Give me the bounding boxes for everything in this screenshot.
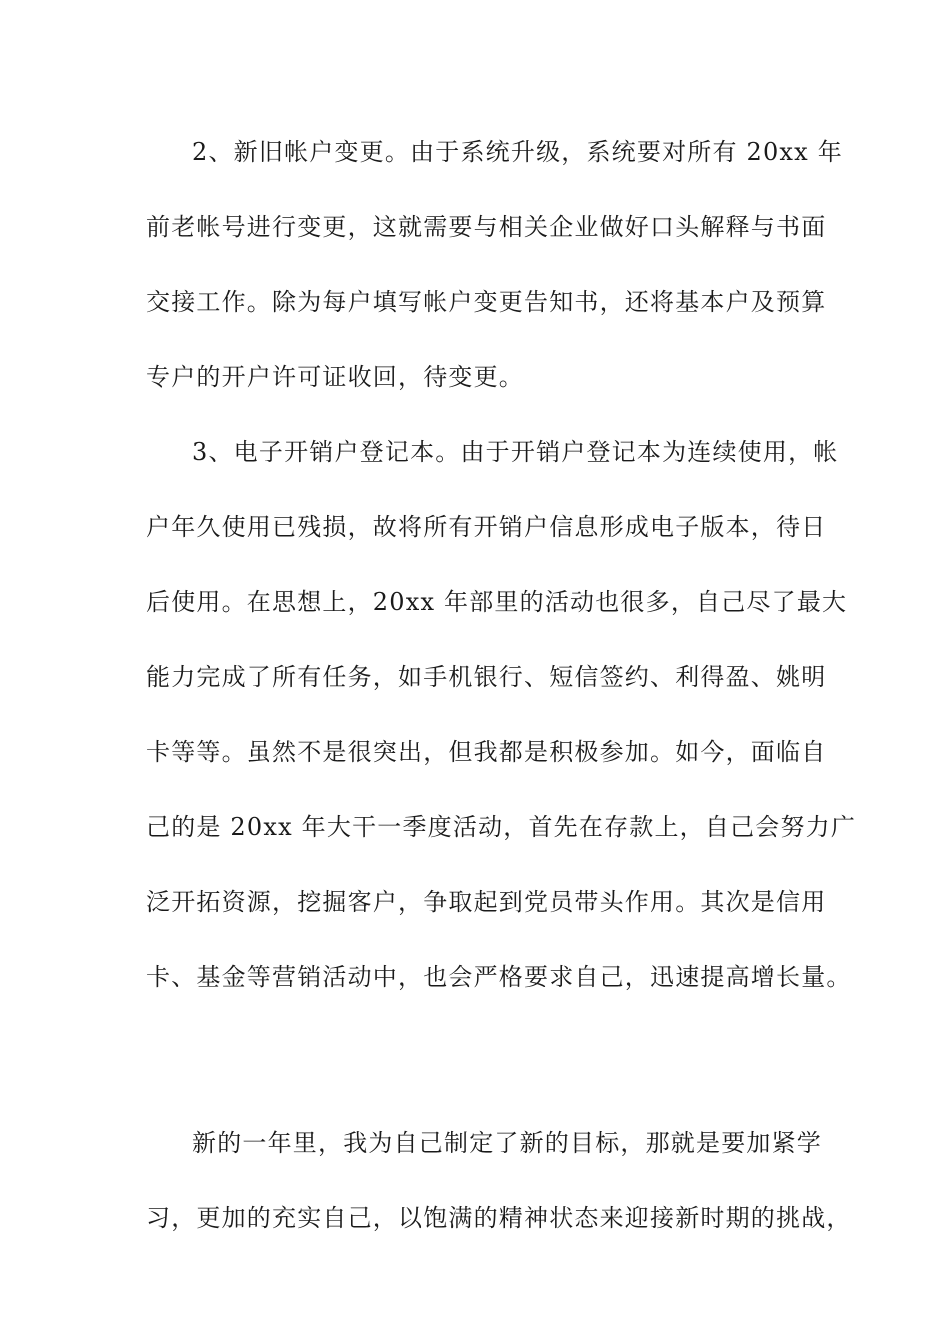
paragraph-line: 专户的开户许可证收回，待变更。 (146, 363, 524, 391)
paragraph-line: 己的是 20xx 年大干一季度活动，首先在存款上，自己会努力广 (146, 813, 857, 841)
paragraph-line: 后使用。在思想上，20xx 年部里的活动也很多，自己尽了最大 (146, 588, 848, 616)
paragraph-electronic-register (146, 415, 857, 1015)
paragraph-line: 能力完成了所有任务，如手机银行、短信签约、利得盈、姚明 (146, 663, 827, 691)
paragraph-line: 卡、基金等营销活动中，也会严格要求自己，迅速提高增长量。 (146, 963, 852, 991)
paragraph-line: 前老帐号进行变更，这就需要与相关企业做好口头解释与书面 (146, 213, 827, 241)
paragraph-line: 泛开拓资源，挖掘客户，争取起到党员带头作用。其次是信用 (146, 888, 827, 916)
paragraph-line: 新的一年里，我为自己制定了新的目标，那就是要加紧学 (192, 1129, 822, 1157)
paragraph-line: 2、新旧帐户变更。由于系统升级，系统要对所有 20xx 年 (192, 138, 843, 166)
paragraph-line: 3、电子开销户登记本。由于开销户登记本为连续使用，帐 (192, 438, 839, 466)
paragraph-line: 习，更加的充实自己，以饱满的精神状态来迎接新时期的挑战， (146, 1204, 852, 1232)
paragraph-new-year-goals (146, 1106, 852, 1256)
paragraph-line: 交接工作。除为每户填写帐户变更告知书，还将基本户及预算 (146, 288, 827, 316)
paragraph-line: 卡等等。虽然不是很突出，但我都是积极参加。如今，面临自 (146, 738, 827, 766)
paragraph-account-change (146, 115, 843, 415)
paragraph-line: 户年久使用已残损，故将所有开销户信息形成电子版本，待日 (146, 513, 827, 541)
